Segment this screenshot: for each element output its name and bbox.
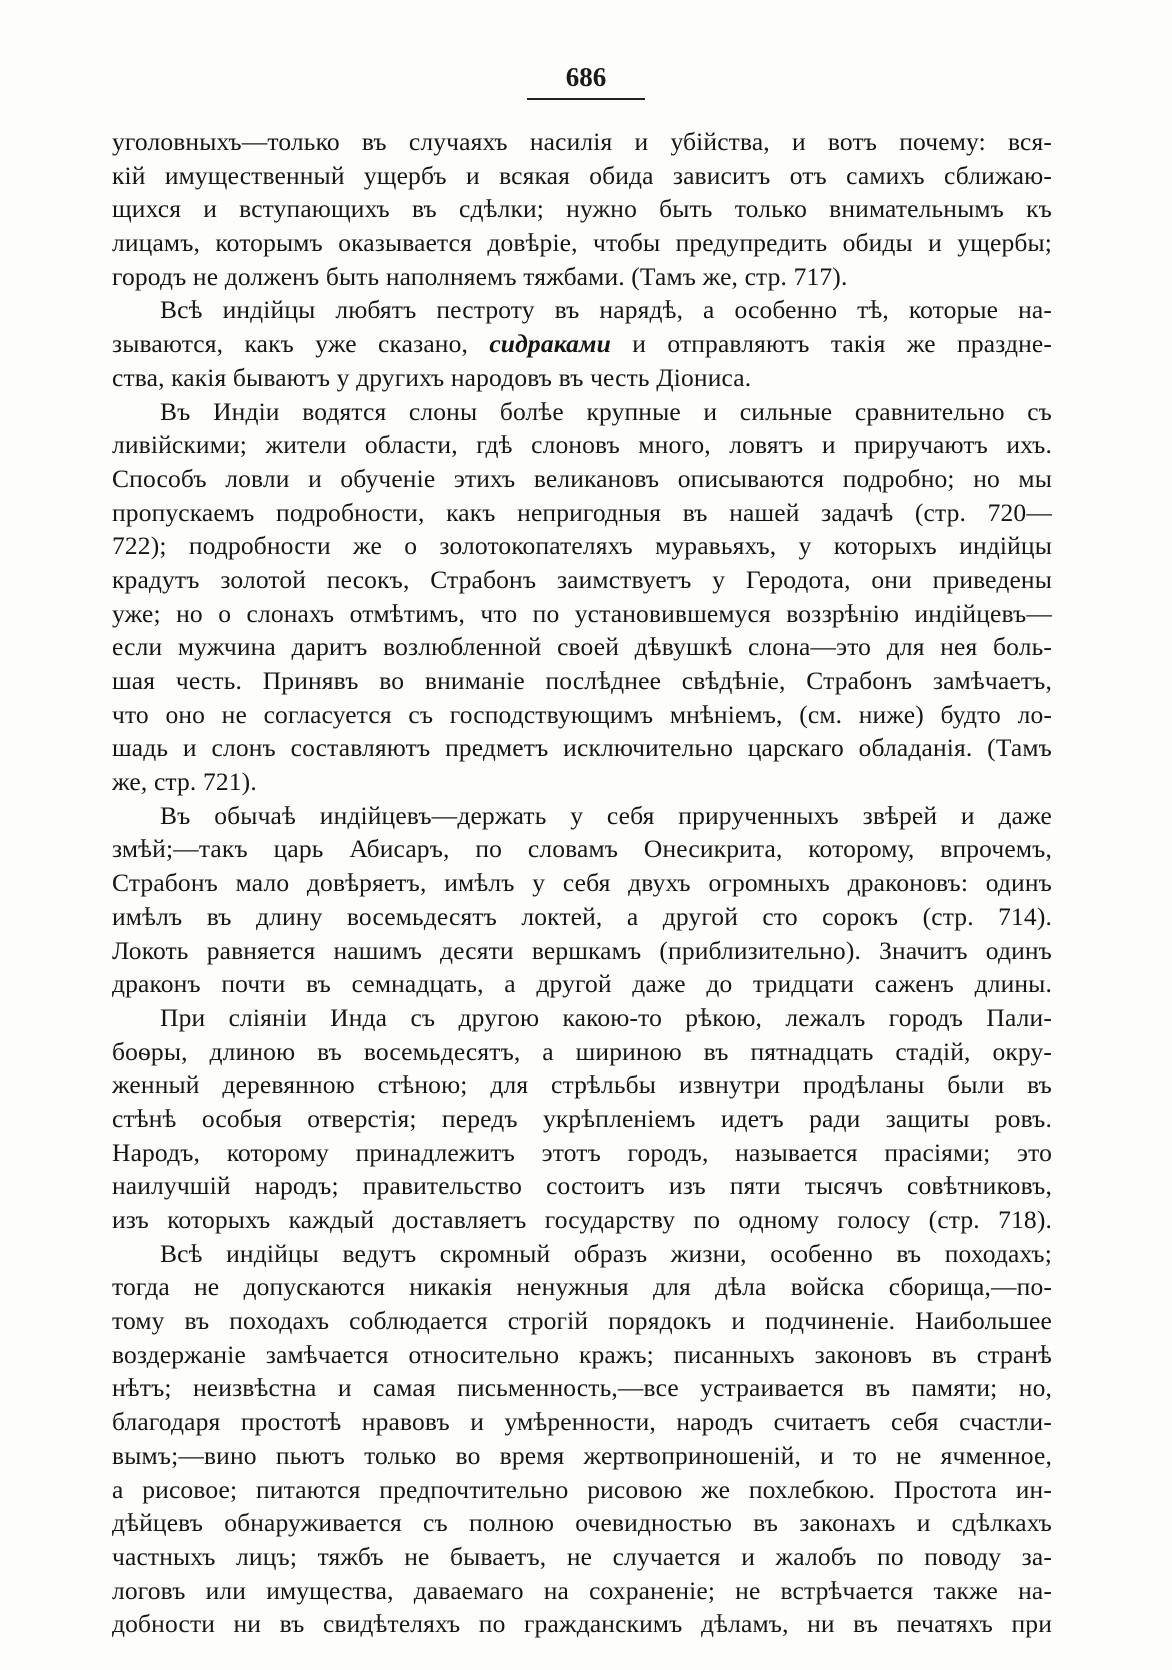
text-line: же, стр. 721). — [112, 767, 257, 797]
paragraph-6 — [112, 1237, 1052, 1641]
text-line: воздержаніе замѣчается относительно кражъ; писанныхъ законовъ въ странѣ — [112, 1339, 1052, 1369]
paragraph-4 — [112, 799, 1052, 1001]
text-line: тому въ походахъ соблюдается строгій порядокъ и подчиненіе. Наибольшее — [112, 1306, 1052, 1336]
text-fragment: зываются, какъ уже сказано, — [112, 329, 490, 359]
text-line: Страбонъ мало довѣряетъ, имѣлъ у себя двухъ огромныхъ драконовъ: одинъ — [112, 868, 1052, 898]
text-line: наилучшій народъ; правительство состоитъ изъ пяти тысячъ совѣтниковъ, — [112, 1171, 1052, 1201]
text-line: При сліяніи Инда съ другою какою-то рѣкою, лежалъ городъ Пали- — [160, 1002, 1052, 1032]
text-line: Локоть равняется нашимъ десяти вершкамъ (приблизительно). Значитъ одинъ — [112, 935, 1052, 965]
text-line: благодаря простотѣ нравовъ и умѣренности, народъ считаетъ себя счастли- — [112, 1407, 1052, 1437]
text-line: змѣй;—такъ царь Абисаръ, по словамъ Онесикрита, которому, впрочемъ, — [112, 834, 1052, 864]
text-line: тогда не допускаются никакія ненужныя для дѣла войска сборища,—по- — [112, 1272, 1052, 1302]
text-line: Всѣ индійцы ведутъ скромный образъ жизни, особенно въ походахъ; — [160, 1238, 1052, 1268]
paragraph-3 — [112, 395, 1052, 799]
page-number-rule — [527, 98, 645, 100]
text-line: Въ обычаѣ индійцевъ—держать у себя прирученныхъ звѣрей и даже — [160, 800, 1052, 830]
text-line: Всѣ индійцы любятъ пестроту въ нарядѣ, а особенно тѣ, которые на- — [160, 295, 1052, 325]
text-line: городъ не долженъ быть наполняемъ тяжбами. (Тамъ же, стр. 717). — [112, 261, 848, 291]
text-line: нѣтъ; неизвѣстна и самая письменность,—все устраивается въ памяти; но, — [112, 1373, 1052, 1403]
text-line: 722); подробности же о золотокопателяхъ муравьяхъ, у которыхъ индійцы — [112, 531, 1052, 561]
paragraph-1 — [112, 125, 1052, 293]
text-line: добности ни въ свидѣтеляхъ по гражданскимъ дѣламъ, ни въ печатяхъ при — [112, 1609, 1052, 1639]
text-line: а рисовое; питаются предпочтительно рисовою же похлебкою. Простота ин- — [112, 1474, 1052, 1504]
text-line: изъ которыхъ каждый доставляетъ государству по одному голосу (стр. 718). — [112, 1205, 1052, 1234]
text-line: кій имущественный ущербъ и всякая обида зависитъ отъ самихъ сближаю- — [112, 160, 1052, 190]
text-line: частныхъ лицъ; тяжбъ не бываетъ, не случается и жалобъ по поводу за- — [112, 1541, 1052, 1571]
text-line — [112, 327, 1052, 361]
text-line: пропускаемъ подробности, какъ непригодныя въ нашей задачѣ (стр. 720— — [112, 497, 1052, 527]
text-line: ливійскими; жители области, гдѣ слоновъ много, ловятъ и приручаютъ ихъ. — [112, 430, 1052, 460]
text-line: шадь и слонъ составляютъ предметъ исключительно царскаго обладанія. (Тамъ — [112, 733, 1052, 763]
text-line: стѣнѣ особыя отверстія; передъ укрѣпленіемъ идетъ ради защиты ровъ. — [112, 1103, 1052, 1133]
text-line: уже; но о слонахъ отмѣтимъ, что по установившемуся воззрѣнію индійцевъ— — [112, 598, 1052, 628]
page-number: 686 — [565, 62, 607, 92]
text-line: если мужчина даритъ возлюбленной своей дѣвушкѣ слона—это для нея боль- — [112, 632, 1052, 662]
text-line: женный деревянною стѣною; для стрѣльбы извнутри продѣланы были въ — [112, 1070, 1052, 1100]
text-line: Способъ ловли и обученіе этихъ великановъ описываются подробно; но мы — [112, 463, 1052, 493]
text-line: имѣлъ въ длину восемьдесятъ локтей, а другой сто сорокъ (стр. 714). — [112, 901, 1052, 931]
text-line: крадутъ золотой песокъ, Страбонъ заимствуетъ у Геродота, они приведены — [112, 564, 1052, 594]
text-line: уголовныхъ—только въ случаяхъ насилія и убійства, и вотъ почему: вся- — [112, 127, 1052, 156]
paragraph-2 — [112, 293, 1052, 394]
page-text-body — [112, 125, 1052, 1641]
text-line: что оно не согласуется съ господствующимъ мнѣніемъ, (см. ниже) будто ло- — [112, 699, 1052, 729]
text-line: драконъ почти въ семнадцать, а другой даже до тридцати саженъ длины. — [112, 969, 1052, 999]
text-line: шая честь. Принявъ во вниманіе послѣднее свѣдѣніе, Страбонъ замѣчаетъ, — [112, 666, 1052, 695]
emphasized-term: сидраками — [489, 329, 612, 359]
text-line: ства, какія бываютъ у другихъ народовъ въ честь Діониса. — [112, 362, 752, 392]
text-line: вымъ;—вино пьютъ только во время жертвоприношеній, и то не ячменное, — [112, 1440, 1052, 1470]
text-line: логовъ или имущества, даваемаго на сохраненіе; не встрѣчается также на- — [112, 1575, 1052, 1605]
text-line: Въ Индіи водятся слоны болѣе крупные и сильные сравнительно съ — [160, 396, 1052, 426]
text-line: лицамъ, которымъ оказывается довѣріе, чтобы предупредить обиды и ущербы; — [112, 228, 1052, 258]
text-line: дѣйцевъ обнаруживается съ полною очевидностью въ законахъ и сдѣлкахъ — [112, 1508, 1052, 1538]
text-line: боѳры, длиною въ восемьдесятъ, а шириною въ пятнадцать стадій, окру- — [112, 1036, 1052, 1066]
text-line: щихся и вступающихъ въ сдѣлки; нужно быть только внимательнымъ къ — [112, 194, 1052, 224]
text-line: Народъ, которому принадлежитъ этотъ городъ, называется прасіями; это — [112, 1137, 1052, 1167]
paragraph-5 — [112, 1001, 1052, 1237]
text-fragment: и отправляютъ такія же праздне- — [611, 329, 1052, 359]
